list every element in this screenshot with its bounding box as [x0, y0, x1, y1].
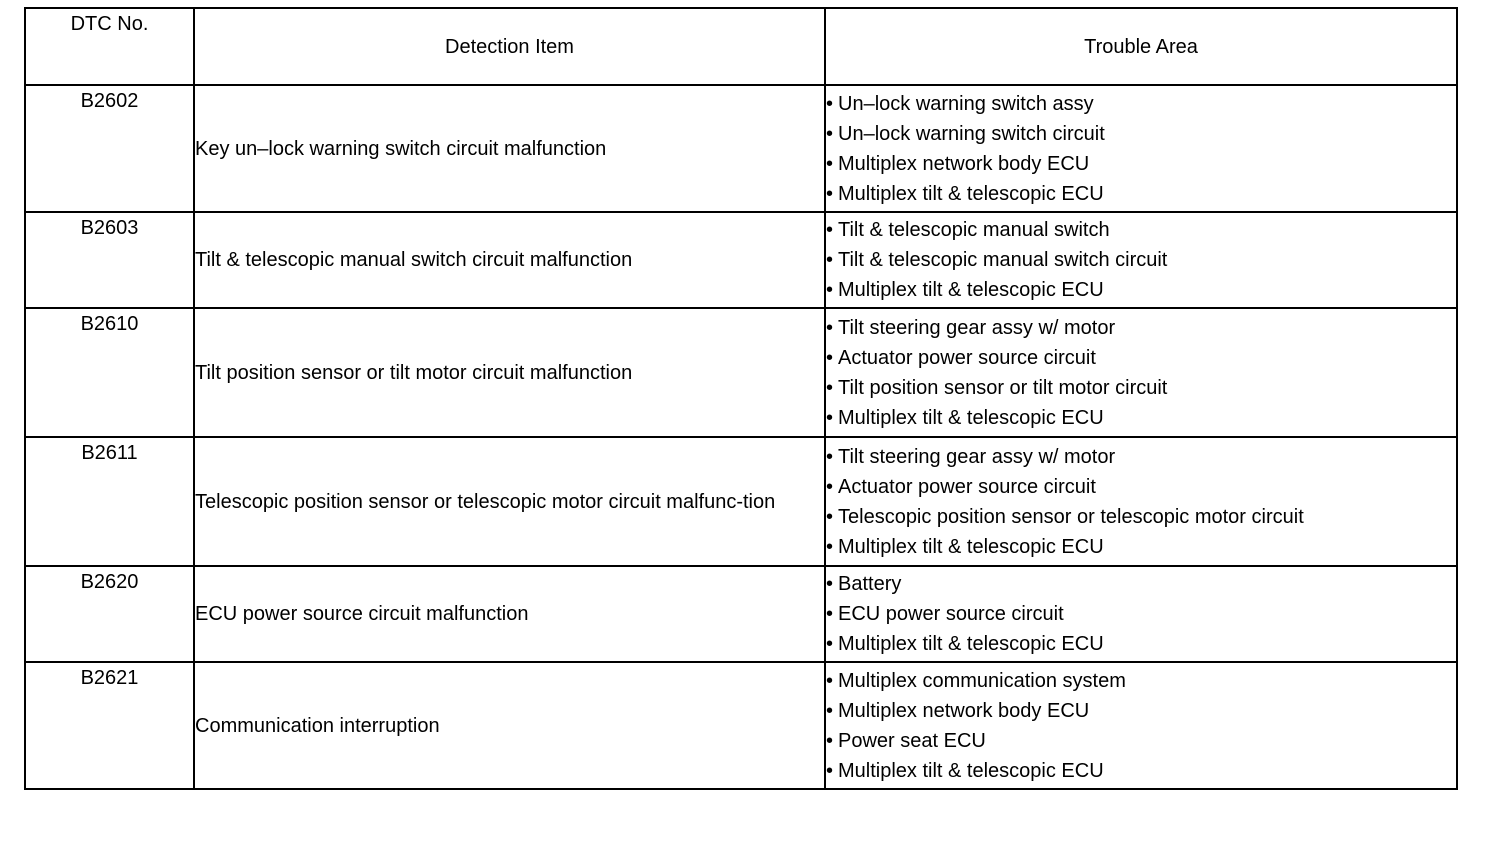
trouble-area-item: • Multiplex network body ECU [826, 149, 1456, 179]
dtc-code: B2620 [25, 566, 194, 662]
header-detection-item: Detection Item [194, 8, 825, 85]
trouble-area-item: • Telescopic position sensor or telescopic motor circuit [826, 502, 1456, 532]
trouble-area-item: • ECU power source circuit [826, 599, 1456, 629]
bullet-icon: • [826, 505, 834, 528]
bullet-icon: • [826, 633, 834, 655]
trouble-area [825, 85, 1457, 212]
trouble-area [825, 662, 1457, 789]
trouble-area [825, 566, 1457, 662]
detection-item: Communication interruption [194, 662, 825, 789]
bullet-icon: • [826, 182, 834, 205]
table-row [25, 662, 1457, 789]
trouble-area [825, 308, 1457, 437]
bullet-icon: • [826, 729, 834, 752]
bullet-icon: • [826, 122, 834, 145]
dtc-code: B2621 [25, 662, 194, 789]
table-row [25, 437, 1457, 566]
trouble-area-item: • Multiplex tilt & telescopic ECU [826, 532, 1456, 562]
detection-item: Key un–lock warning switch circuit malfunction [194, 85, 825, 212]
bullet-icon: • [826, 669, 834, 692]
trouble-area-item: • Tilt steering gear assy w/ motor [826, 442, 1456, 472]
header-trouble-area: Trouble Area [825, 8, 1457, 85]
trouble-area-item: • Actuator power source circuit [826, 472, 1456, 502]
detection-item: ECU power source circuit malfunction [194, 566, 825, 662]
bullet-icon: • [826, 219, 834, 241]
trouble-area-item: • Multiplex network body ECU [826, 696, 1456, 726]
bullet-icon: • [826, 535, 834, 558]
trouble-area-item: • Multiplex tilt & telescopic ECU [826, 179, 1456, 209]
bullet-icon: • [826, 475, 834, 498]
dtc-code: B2611 [25, 437, 194, 566]
trouble-area-item: • Multiplex communication system [826, 666, 1456, 696]
dtc-code: B2602 [25, 85, 194, 212]
trouble-area-item: • Tilt steering gear assy w/ motor [826, 313, 1456, 343]
trouble-area-item: • Multiplex tilt & telescopic ECU [826, 756, 1456, 786]
dtc-table [24, 7, 1458, 790]
dtc-code: B2603 [25, 212, 194, 308]
dtc-code: B2610 [25, 308, 194, 437]
bullet-icon: • [826, 699, 834, 722]
table-row [25, 308, 1457, 437]
bullet-icon: • [826, 376, 834, 399]
trouble-area [825, 212, 1457, 308]
table-header-row [25, 8, 1457, 85]
bullet-icon: • [826, 406, 834, 429]
bullet-icon: • [826, 346, 834, 369]
trouble-area-item: • Actuator power source circuit [826, 343, 1456, 373]
trouble-area-item: • Multiplex tilt & telescopic ECU [826, 629, 1456, 659]
detection-item: Telescopic position sensor or telescopic motor circuit malfunc-tion [194, 437, 825, 566]
detection-item: Tilt & telescopic manual switch circuit malfunction [194, 212, 825, 308]
trouble-area-item: • Tilt & telescopic manual switch circuit [826, 245, 1456, 275]
bullet-icon: • [826, 759, 834, 782]
trouble-area-item: • Multiplex tilt & telescopic ECU [826, 275, 1456, 305]
header-dtc-no: DTC No. [25, 8, 194, 85]
bullet-icon: • [826, 445, 834, 468]
trouble-area-item: • Battery [826, 569, 1456, 599]
bullet-icon: • [826, 279, 834, 301]
trouble-area-item: • Un–lock warning switch assy [826, 89, 1456, 119]
trouble-area-item: • Tilt & telescopic manual switch [826, 215, 1456, 245]
table-row [25, 85, 1457, 212]
table-row [25, 566, 1457, 662]
bullet-icon: • [826, 316, 834, 339]
table-row [25, 212, 1457, 308]
trouble-area-item: • Multiplex tilt & telescopic ECU [826, 403, 1456, 433]
trouble-area [825, 437, 1457, 566]
trouble-area-item: • Un–lock warning switch circuit [826, 119, 1456, 149]
bullet-icon: • [826, 573, 834, 595]
bullet-icon: • [826, 152, 834, 175]
bullet-icon: • [826, 249, 834, 271]
trouble-area-item: • Tilt position sensor or tilt motor circuit [826, 373, 1456, 403]
detection-item: Tilt position sensor or tilt motor circuit malfunction [194, 308, 825, 437]
bullet-icon: • [826, 603, 834, 625]
trouble-area-item: • Power seat ECU [826, 726, 1456, 756]
bullet-icon: • [826, 92, 834, 115]
